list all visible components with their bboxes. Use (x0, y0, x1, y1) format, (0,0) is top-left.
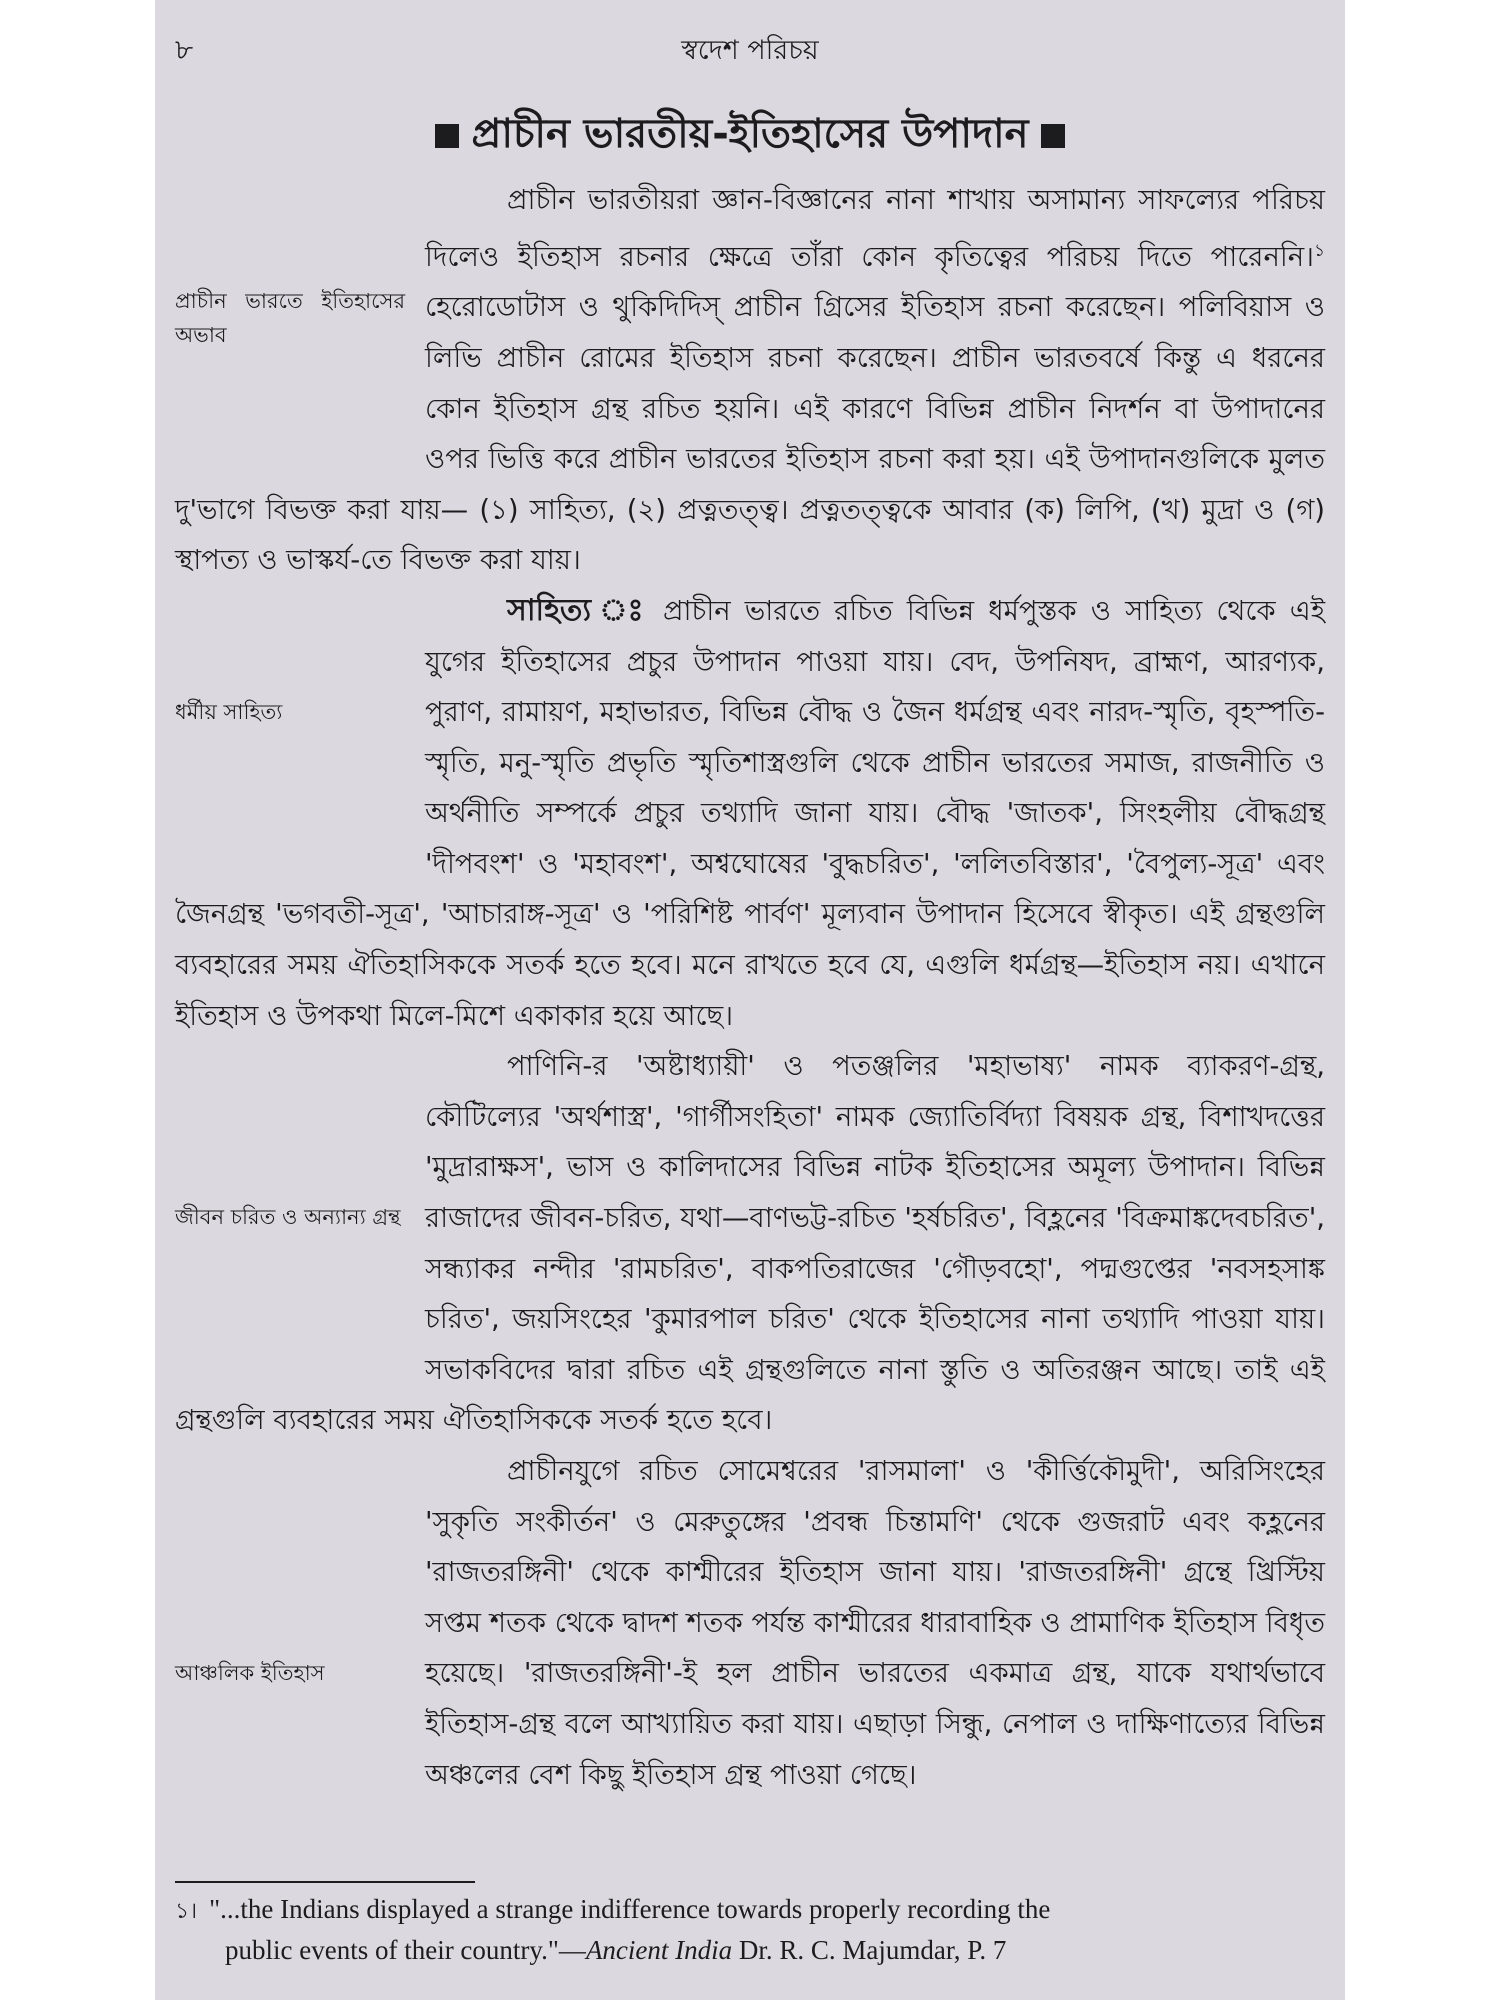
footnote-line1: "...the Indians displayed a strange indifference towards properly recording the (209, 1894, 1051, 1924)
footnote (175, 1890, 1325, 1969)
paragraph-text: প্রাচীন ভারতে রচিত বিভিন্ন ধর্মপুস্তক ও সাহিত্য থেকে এই যুগের ইতিহাসের প্রচুর উপাদান পাওয়া যায়। বেদ, উপনিষদ, ব্রাহ্মণ, আরণ্যক, পুরাণ, রামায়ণ, মহাভারত, বিভিন্ন বৌদ্ধ ও জৈন ধর্মগ্রন্থ এবং নারদ-স্মৃতি, বৃহস্পতি-স্মৃতি, মনু-স্মৃতি প্রভৃতি স্মৃতিশাস্ত্রগুলি থেকে প্রাচীন ভারতের সমাজ, রাজনীতি ও অর্থনীতি সম্পর্কে প্রচুর তথ্যাদি জানা যায়। বৌদ্ধ 'জাতক', সিংহলীয় বৌদ্ধগ্রন্থ 'দীপবংশ' ও 'মহাবংশ', অশ্বঘোষের 'বুদ্ধচরিত', 'ললিতবিস্তার', 'বৈপুল্য-সূত্র' এবং জৈনগ্রন্থ 'ভগবতী-সূত্র', 'আচারাঙ্গ-সূত্র' ও 'পরিশিষ্ট পার্বণ' মূল্যবান উপাদান হিসেবে স্বীকৃত। এই গ্রন্থগুলি ব্যবহারের সময় ঐতিহাসিককে সতর্ক হতে হবে। মনে রাখতে হবে যে, এগুলি ধর্মগ্রন্থ—ইতিহাস নয়। এখানে ইতিহাস ও উপকথা মিলে-মিশে একাকার হয়ে আছে। (175, 594, 1325, 1032)
paragraph: প্রাচীনযুগে রচিত সোমেশ্বরের 'রাসমালা' ও 'কীর্ত্তিকৌমুদী', অরিসিংহের 'সুকৃতি সংকীর্তন' ও মেরুতুঙ্গের 'প্রবন্ধ চিন্তামণি' থেকে গুজরাট এবং কহ্লনের 'রাজতরঙ্গিনী' থেকে কাশ্মীরের ইতিহাস জানা যায়। 'রাজতরঙ্গিনী' গ্রন্থে খ্রিস্টিয় সপ্তম শতক থেকে দ্বাদশ শতক পর্যন্ত কাশ্মীরের ধারাবাহিক ও প্রামাণিক ইতিহাস বিধৃত হয়েছে। 'রাজতরঙ্গিনী'-ই হল প্রাচীন ভারতের একমাত্র গ্রন্থ, যাকে যথার্থভাবে ইতিহাস-গ্রন্থ বলে আখ্যায়িত করা যায়। এছাড়া সিন্ধু, নেপাল ও দাক্ষিণাত্যের বিভিন্ন অঞ্চলের বেশ কিছু ইতিহাস গ্রন্থ পাওয়া গেছে। (425, 1455, 1325, 1791)
footnote-line2 (175, 1931, 1325, 1969)
footnote-text: Dr. R. C. Majumdar, P. 7 (732, 1935, 1007, 1965)
footnote-ref: ১ (1313, 240, 1325, 261)
side-heading: সাহিত্য ঃ (507, 592, 649, 628)
square-bullet-icon (435, 124, 459, 148)
margin-note: জীবন চরিত ও অন্যান্য গ্রন্থ (175, 1205, 401, 1230)
chapter-title (155, 102, 1345, 169)
margin-note: ধর্মীয় সাহিত্য (175, 699, 283, 724)
footnote-text: public events of their country."— (225, 1935, 586, 1965)
footnote-mark: ১। (175, 1899, 198, 1924)
page-number: ৮ (175, 33, 194, 66)
square-bullet-icon (1041, 124, 1065, 148)
margin-note: প্রাচীন ভারতে ইতিহাসের অভাব (175, 289, 405, 347)
footnote-rule (175, 1881, 475, 1883)
footnote-book-title: Ancient India (585, 1935, 733, 1965)
chapter-title-text: প্রাচীন ভারতীয়-ইতিহাসের উপাদান (471, 111, 1029, 157)
book-page (155, 0, 1345, 2000)
paragraph-text: হেরোডোটাস ও থুকিদিদিস্ প্রাচীন গ্রিসের ইতিহাস রচনা করেছেন। পলিবিয়াস ও লিভি প্রাচীন রোমের ইতিহাস রচনা করেছেন। প্রাচীন ভারতবর্ষে কিন্তু এ ধরনের কোন ইতিহাস গ্রন্থ রচিত হয়নি। এই কারণে বিভিন্ন প্রাচীন নিদর্শন বা উপাদানের ওপর ভিত্তি করে প্রাচীন ভারতের ইতিহাস রচনা করা হয়। এই উপাদানগুলিকে মুলত দু'ভাগে বিভক্ত করা যায়— (১) সাহিত্য, (২) প্রত্নতত্ত্ব। প্রত্নতত্ত্বকে আবার (ক) লিপি, (খ) মুদ্রা ও (গ) স্থাপত্য ও ভাস্কর্য-তে বিভক্ত করা যায়। (175, 291, 1325, 577)
page-header (155, 20, 1345, 70)
margin-note: আঞ্চলিক ইতিহাস (175, 1661, 325, 1685)
running-head: স্বদেশ পরিচয় (681, 35, 819, 66)
paragraph-text: প্রাচীন ভারতীয়রা জ্ঞান-বিজ্ঞানের নানা শাখায় অসামান্য সাফল্যের পরিচয় দিলেও ইতিহাস রচনার ক্ষেত্রে তাঁরা কোন কৃতিত্বের পরিচয় দিতে পারেননি। (425, 184, 1325, 273)
paragraph: পাণিনি-র 'অষ্টাধ্যায়ী' ও পতঞ্জলির 'মহাভাষ্য' নামক ব্যাকরণ-গ্রন্থ, কৌটিল্যের 'অর্থশাস্ত্র', 'গার্গীসংহিতা' নামক জ্যোতির্বিদ্যা বিষয়ক গ্রন্থ, বিশাখদত্তের 'মুদ্রারাক্ষস', ভাস ও কালিদাসের বিভিন্ন নাটক ইতিহাসের অমূল্য উপাদান। বিভিন্ন রাজাদের জীবন-চরিত, যথা—বাণভট্ট-রচিত 'হর্ষচরিত', বিহ্লনের 'বিক্রমাঙ্কদেবচরিত', সন্ধ্যাকর নন্দীর 'রামচরিত', বাকপতিরাজের 'গৌড়বহো', পদ্মগুপ্তের 'নবসহসাঙ্ক চরিত', জয়সিংহের 'কুমারপাল চরিত' থেকে ইতিহাসের নানা তথ্যাদি পাওয়া যায়। সভাকবিদের দ্বারা রচিত এই গ্রন্থগুলিতে নানা স্তুতি ও অতিরঞ্জন আছে। তাই এই গ্রন্থগুলি ব্যবহারের সময় ঐতিহাসিককে সতর্ক হতে হবে। (175, 1050, 1325, 1437)
body-text (175, 175, 1325, 1800)
